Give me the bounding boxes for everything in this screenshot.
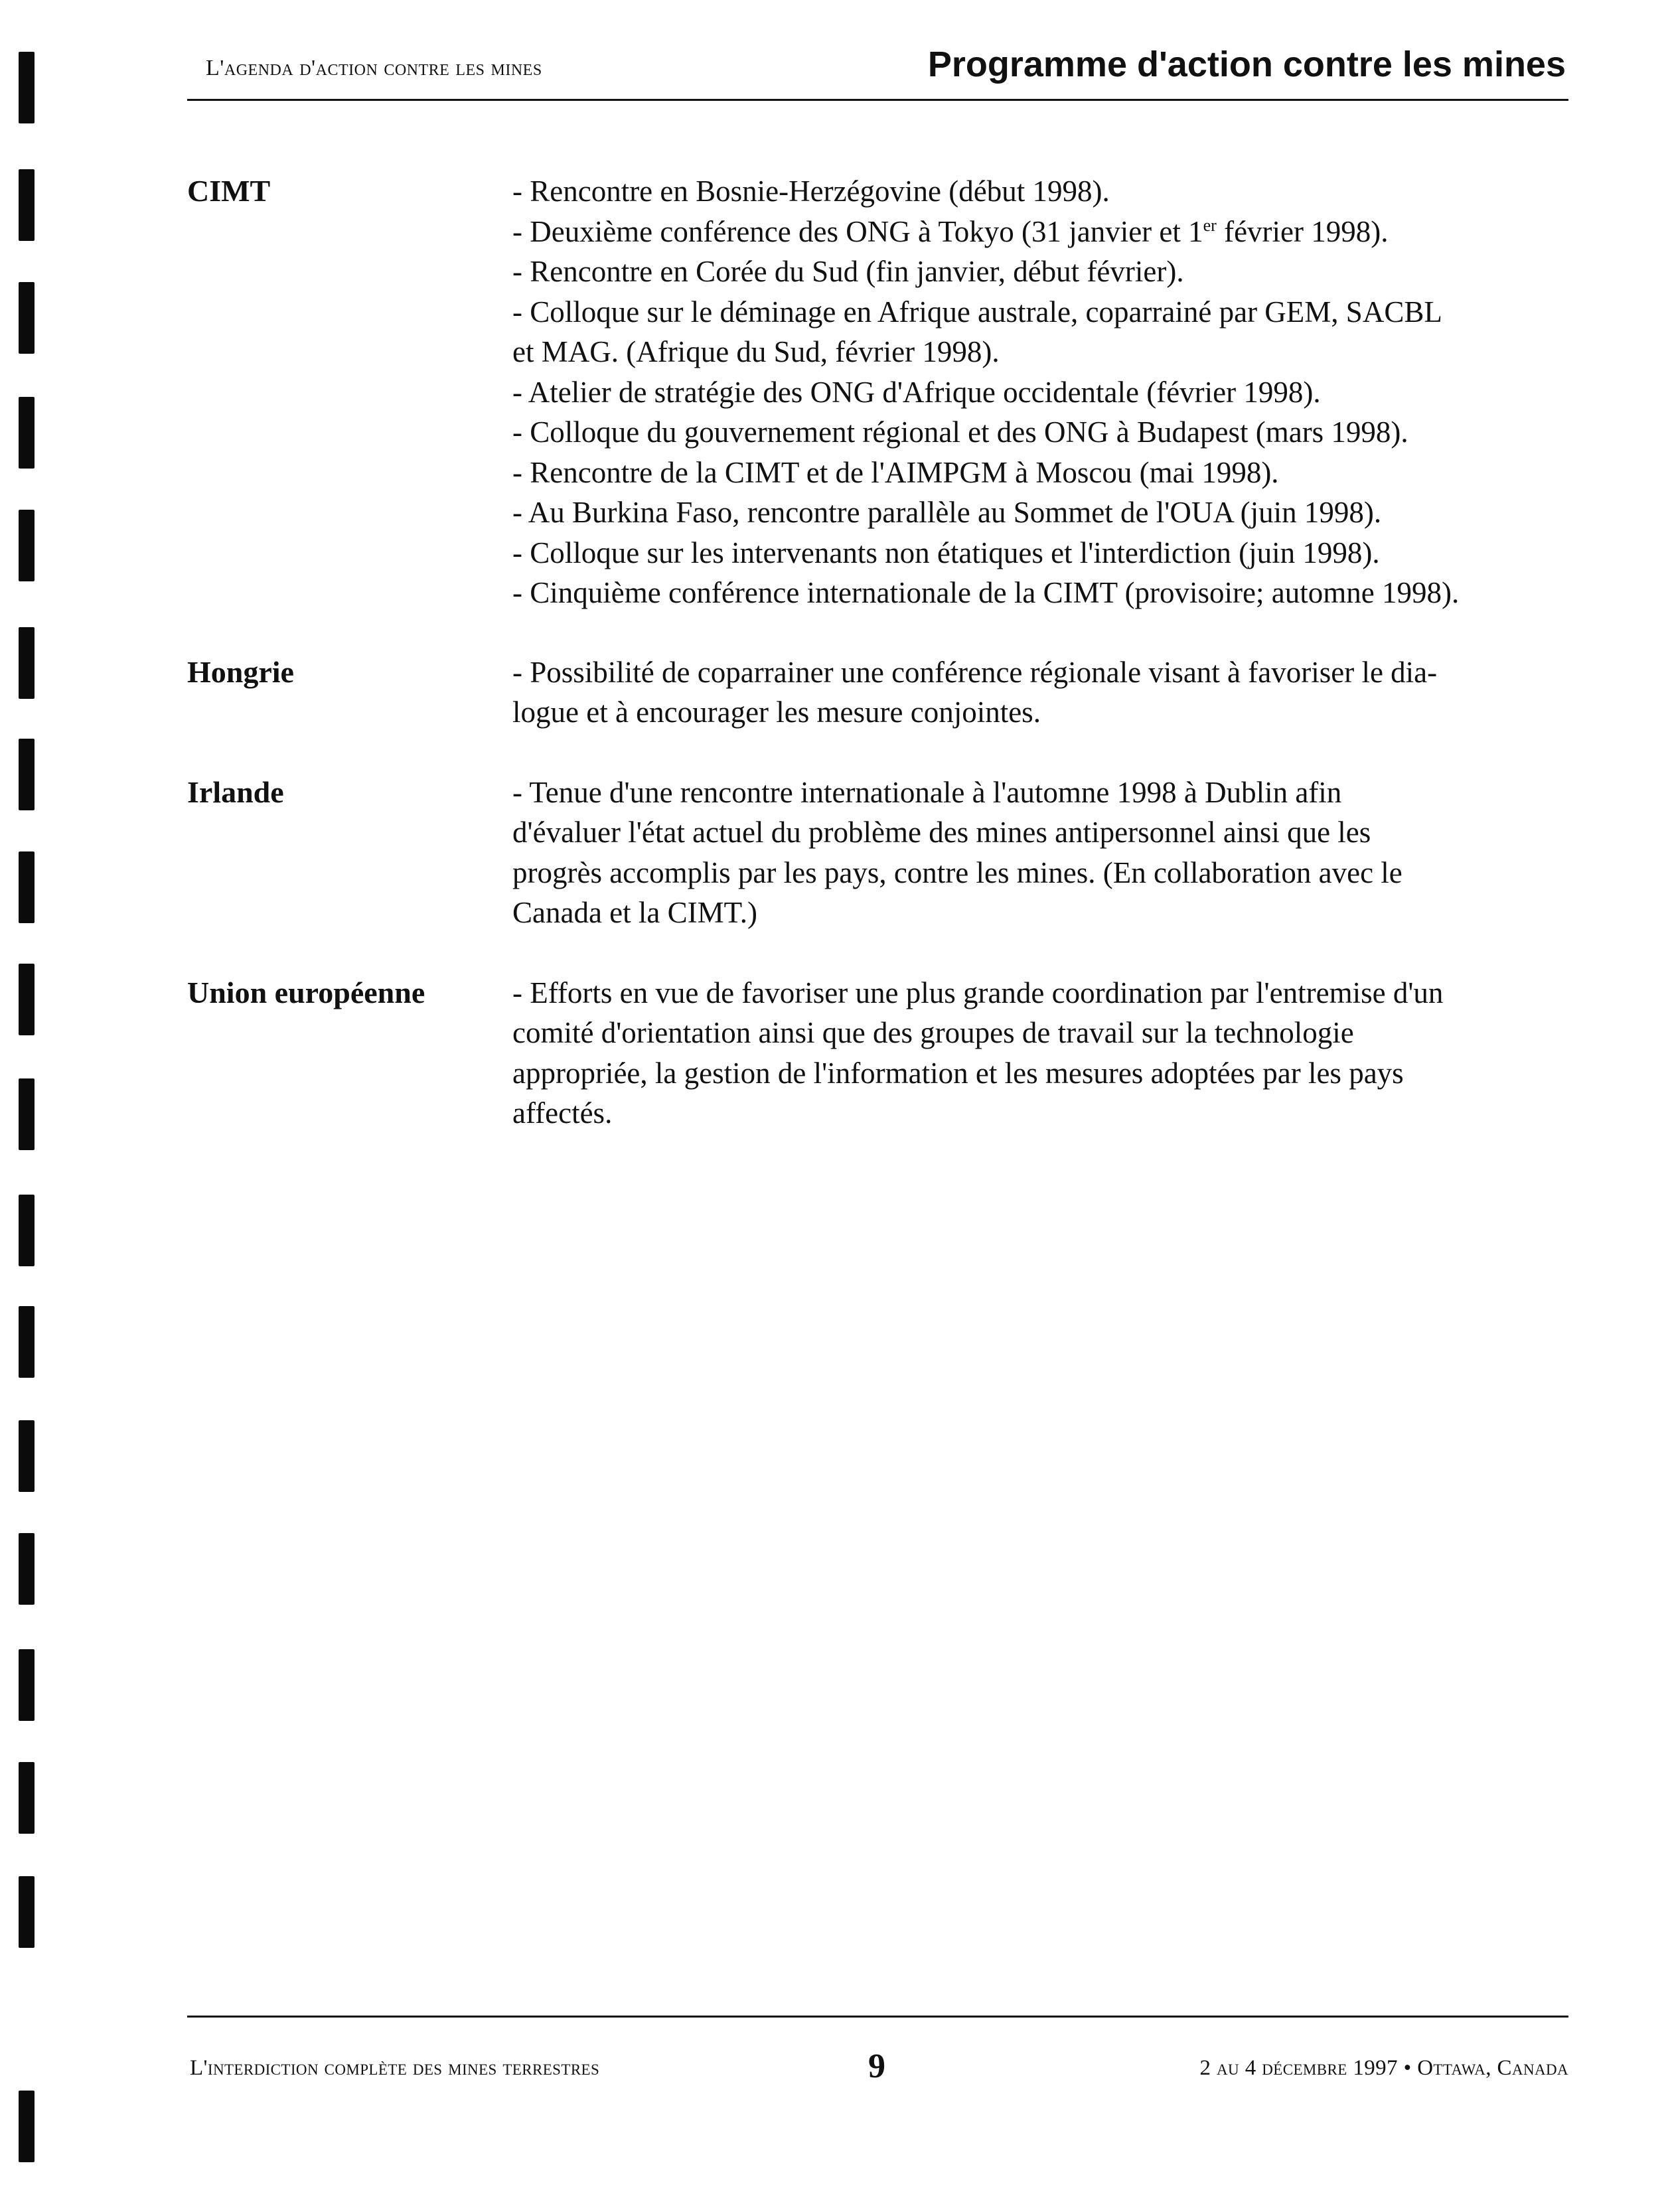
text-line: - Tenue d'une rencontre internationale à l'automne 1998 à Dublin afin xyxy=(512,775,1342,809)
binding-hole xyxy=(19,1762,35,1834)
text-line: et MAG. (Afrique du Sud, février 1998). xyxy=(512,335,1000,368)
entry-label: Hongrie xyxy=(187,654,294,689)
entry-label: CIMT xyxy=(187,174,271,208)
entry-hongrie xyxy=(187,652,1568,733)
page-number: 9 xyxy=(868,2047,885,2085)
binding-hole xyxy=(19,1420,35,1492)
binding-hole xyxy=(19,397,35,469)
section-title: Programme d'action contre les mines xyxy=(927,44,1566,84)
binding-hole xyxy=(19,1649,35,1721)
binding-hole xyxy=(19,851,35,923)
binding-holes xyxy=(0,0,60,2212)
page-body xyxy=(187,171,1568,1134)
footer-rule xyxy=(187,2016,1568,2018)
text-line: - Rencontre de la CIMT et de l'AIMPGM à Moscou (mai 1998). xyxy=(512,455,1279,489)
entry-irlande xyxy=(187,773,1568,933)
page-header xyxy=(187,38,1568,100)
header-rule xyxy=(187,99,1568,101)
text-line: Canada et la CIMT.) xyxy=(512,896,758,929)
text-line: - Possibilité de coparrainer une conférence régionale visant à favoriser le dia- xyxy=(512,655,1438,689)
entry-text xyxy=(512,773,1568,933)
entry-union-europeenne xyxy=(187,973,1568,1134)
binding-hole xyxy=(19,964,35,1035)
text-line: - Rencontre en Corée du Sud (fin janvier, début février). xyxy=(512,255,1184,288)
binding-hole xyxy=(19,2091,35,2162)
text-line: - Colloque sur les intervenants non étatiques et l'interdiction (juin 1998). xyxy=(512,536,1380,569)
text-line: - Au Burkina Faso, rencontre parallèle au Sommet de l'OUA (juin 1998). xyxy=(512,496,1382,529)
text-line: progrès accomplis par les pays, contre les mines. (En collaboration avec le xyxy=(512,855,1403,889)
text-fragment: - Deuxième conférence des ONG à Tokyo (31 janvier et 1 xyxy=(512,214,1203,248)
text-line: - Rencontre en Bosnie-Herzégovine (début 1998). xyxy=(512,175,1110,208)
binding-hole xyxy=(19,627,35,699)
binding-hole xyxy=(19,169,35,241)
binding-hole xyxy=(19,1195,35,1266)
binding-hole xyxy=(19,52,35,123)
text-line: affectés. xyxy=(512,1096,613,1130)
entry-text xyxy=(512,973,1568,1134)
binding-hole xyxy=(19,1306,35,1378)
binding-hole xyxy=(19,739,35,810)
entry-label: Irlande xyxy=(187,774,284,809)
binding-hole xyxy=(19,282,35,354)
binding-hole xyxy=(19,1876,35,1948)
text-line: - Colloque du gouvernement régional et des ONG à Budapest (mars 1998). xyxy=(512,415,1408,449)
entry-text xyxy=(512,171,1568,613)
text-line: - Efforts en vue de favoriser une plus grande coordination par l'entremise d'un xyxy=(512,976,1444,1009)
text-fragment: février 1998). xyxy=(1216,214,1389,248)
page-footer xyxy=(187,2044,1568,2097)
binding-hole xyxy=(19,510,35,581)
binding-hole xyxy=(19,1533,35,1605)
entry-text xyxy=(512,652,1568,733)
footer-date-place: 2 au 4 décembre 1997 • Ottawa, Canada xyxy=(1199,2056,1568,2080)
entry-label: Union européenne xyxy=(187,975,425,1009)
text-line xyxy=(512,212,1568,252)
text-line: - Colloque sur le déminage en Afrique australe, coparrainé par GEM, SACBL xyxy=(512,295,1442,329)
superscript: er xyxy=(1203,215,1217,235)
text-line: appropriée, la gestion de l'information et les mesures adoptées par les pays xyxy=(512,1056,1404,1090)
footer-title: L'interdiction complète des mines terrestres xyxy=(190,2056,600,2080)
text-line: - Cinquième conférence internationale de la CIMT (provisoire; automne 1998). xyxy=(512,576,1460,609)
text-line: comité d'orientation ainsi que des groupes de travail sur la technologie xyxy=(512,1016,1354,1049)
text-line: logue et à encourager les mesure conjointes. xyxy=(512,696,1041,729)
running-title: L'agenda d'action contre les mines xyxy=(206,56,542,80)
entry-cimt xyxy=(187,171,1568,613)
binding-hole xyxy=(19,1078,35,1150)
text-line: - Atelier de stratégie des ONG d'Afrique occidentale (février 1998). xyxy=(512,375,1321,409)
text-line: d'évaluer l'état actuel du problème des mines antipersonnel ainsi que les xyxy=(512,816,1371,849)
